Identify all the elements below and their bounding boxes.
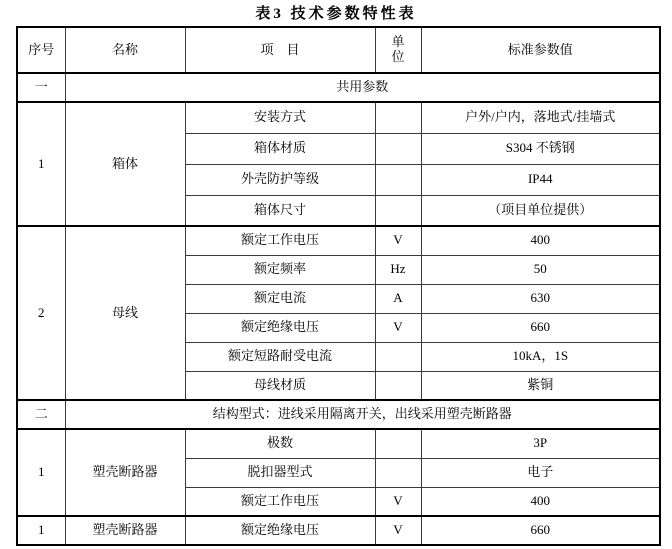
cell-value: 660 [421,313,660,342]
cell-item: 额定绝缘电压 [185,313,375,342]
cell-value: 户外/户内，落地式/挂墙式 [421,102,660,133]
cell-item: 额定电流 [185,284,375,313]
mccb2-seq: 1 [17,516,65,545]
cell-item: 母线材质 [185,371,375,400]
cell-unit: V [375,313,421,342]
cell-item: 额定绝缘电压 [185,516,375,545]
cell-unit [375,164,421,195]
cell-unit: V [375,516,421,545]
cell-value: 50 [421,255,660,284]
section-structure-label: 结构型式：进线采用隔离开关，出线采用塑壳断路器 [65,400,660,429]
mccb-name: 塑壳断路器 [65,429,185,516]
cell-unit [375,371,421,400]
section-common-label: 共用参数 [65,73,660,102]
cell-unit: Hz [375,255,421,284]
cell-value: （项目单位提供） [421,195,660,226]
cell-unit [375,102,421,133]
header-item: 项 目 [185,27,375,73]
cabinet-name: 箱体 [65,102,185,226]
mccb-row-1 [17,429,660,458]
cell-unit: V [375,487,421,516]
section-structure-row [17,400,660,429]
cell-unit [375,195,421,226]
busbar-seq: 2 [17,226,65,400]
parameters-table [16,26,661,546]
cell-item: 安装方式 [185,102,375,133]
cell-item: 额定短路耐受电流 [185,342,375,371]
cell-value: 紫铜 [421,371,660,400]
cell-value: 630 [421,284,660,313]
cell-item: 极数 [185,429,375,458]
cell-item: 额定频率 [185,255,375,284]
cell-value: 3P [421,429,660,458]
busbar-row-1 [17,226,660,255]
cell-unit: V [375,226,421,255]
cell-value: 10kA，1S [421,342,660,371]
cell-value: IP44 [421,164,660,195]
cell-value: 660 [421,516,660,545]
cell-unit [375,429,421,458]
busbar-name: 母线 [65,226,185,400]
cell-unit [375,133,421,164]
cell-item: 箱体材质 [185,133,375,164]
section-common-seq: 一 [17,73,65,102]
cell-value: 400 [421,487,660,516]
cell-unit: A [375,284,421,313]
cell-value: S304 不锈钢 [421,133,660,164]
mccb2-name: 塑壳断路器 [65,516,185,545]
mccb2-row [17,516,660,545]
cell-unit [375,342,421,371]
mccb-seq: 1 [17,429,65,516]
header-unit [375,27,421,73]
header-seq: 序号 [17,27,65,73]
cell-value: 电子 [421,458,660,487]
cell-item: 脱扣器型式 [185,458,375,487]
header-row [17,27,660,73]
table-title: 表3 技术参数特性表 [255,6,417,22]
cell-unit [375,458,421,487]
header-unit-line2: 位 [391,48,405,64]
cell-item: 额定工作电压 [185,226,375,255]
cell-item: 外壳防护等级 [185,164,375,195]
header-name: 名称 [65,27,185,73]
section-structure-seq: 二 [17,400,65,429]
cell-item: 额定工作电压 [185,487,375,516]
header-value: 标准参数值 [421,27,660,73]
section-common-row [17,73,660,102]
cabinet-row-1 [17,102,660,133]
cabinet-seq: 1 [17,102,65,226]
cell-value: 400 [421,226,660,255]
header-unit-line1: 单 [391,34,405,50]
cell-item: 箱体尺寸 [185,195,375,226]
